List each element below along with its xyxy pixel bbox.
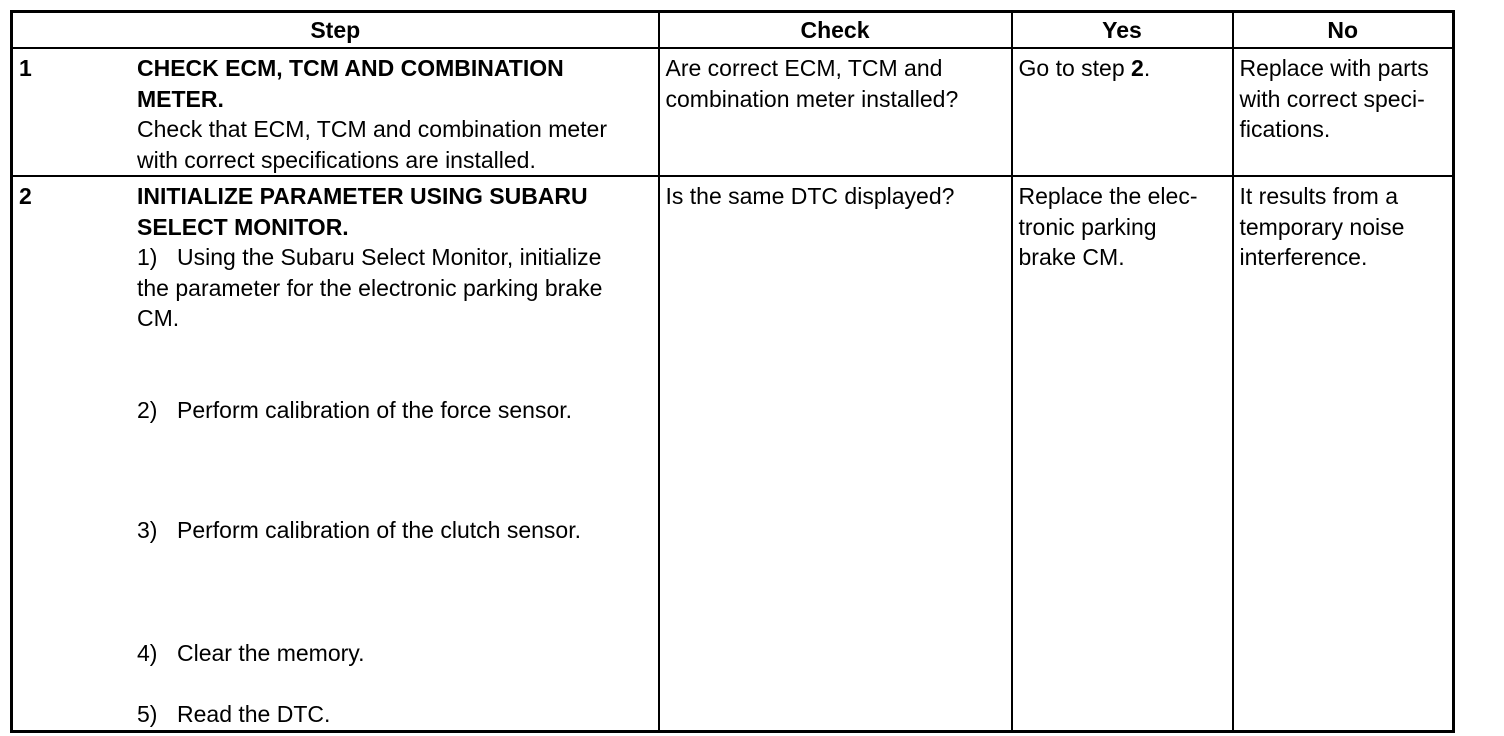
table-row: [12, 176, 1454, 731]
step-cell: [12, 176, 659, 731]
substep-text-continued: CM.: [137, 305, 180, 331]
step-description: [137, 114, 652, 175]
check-line: Is the same DTC displayed?: [665, 183, 955, 209]
yes-text: Go to step: [1018, 55, 1132, 81]
yes-cell: [1012, 48, 1233, 176]
step-number: 1: [19, 55, 32, 81]
no-line: interference.: [1239, 244, 1368, 270]
step-title-line: SELECT MONITOR.: [137, 213, 349, 240]
header-no: No: [1233, 12, 1454, 49]
yes-line: tronic parking: [1018, 213, 1157, 240]
substep-text: Perform calibration of the force sensor.: [177, 396, 573, 423]
step-number: 2: [19, 183, 32, 209]
yes-text-end: .: [1143, 55, 1151, 81]
step-title-line: CHECK ECM, TCM AND COMBINATION: [137, 55, 564, 81]
diagnostic-table: [10, 10, 1455, 733]
substep-text: Read the DTC.: [177, 701, 331, 727]
substep: [137, 515, 652, 546]
check-cell: [659, 176, 1012, 731]
step-description-line: Check that ECM, TCM and combination meter: [137, 116, 607, 142]
substep-number: 2): [137, 396, 158, 423]
no-cell: [1233, 48, 1454, 176]
yes-line: Replace the elec-: [1018, 183, 1198, 209]
substep-number: 4): [137, 639, 158, 666]
header-row: [12, 12, 1454, 49]
no-line: Replace with parts: [1239, 55, 1429, 81]
substep-text: Perform calibration of the clutch sensor.: [177, 517, 581, 543]
no-line: fications.: [1239, 116, 1331, 142]
step-cell: [12, 48, 659, 176]
check-line: Are correct ECM, TCM and: [665, 55, 943, 81]
table-row: [12, 48, 1454, 176]
step-title-line: METER.: [137, 85, 224, 112]
check-cell: [659, 48, 1012, 176]
yes-cell: [1012, 176, 1233, 731]
step-reference: 2: [1131, 55, 1144, 81]
substep-number: 3): [137, 517, 158, 543]
substep-text: Using the Subaru Select Monitor, initialize: [177, 244, 602, 270]
substep-number: 5): [137, 701, 158, 727]
substep: [137, 699, 652, 730]
header-yes: Yes: [1012, 12, 1233, 49]
header-check: Check: [659, 12, 1012, 49]
substep: [137, 638, 652, 669]
substep-text: Clear the memory.: [177, 639, 365, 666]
yes-line: brake CM.: [1018, 244, 1125, 270]
no-cell: [1233, 176, 1454, 731]
step-title: [137, 181, 652, 242]
step-title-line: INITIALIZE PARAMETER USING SUBARU: [137, 183, 588, 209]
step-title: [137, 53, 652, 114]
step-description-line: with correct specifications are installed.: [137, 146, 536, 173]
check-line: combination meter installed?: [665, 85, 959, 112]
no-line: with correct speci-: [1239, 85, 1425, 112]
substep-number: 1): [137, 244, 158, 270]
substep: [137, 242, 652, 273]
header-step: Step: [12, 12, 659, 49]
no-line: temporary noise: [1239, 213, 1405, 240]
substep: [137, 395, 652, 426]
substep-text-continued: the parameter for the electronic parking brake: [137, 274, 603, 301]
no-line: It results from a: [1239, 183, 1398, 209]
